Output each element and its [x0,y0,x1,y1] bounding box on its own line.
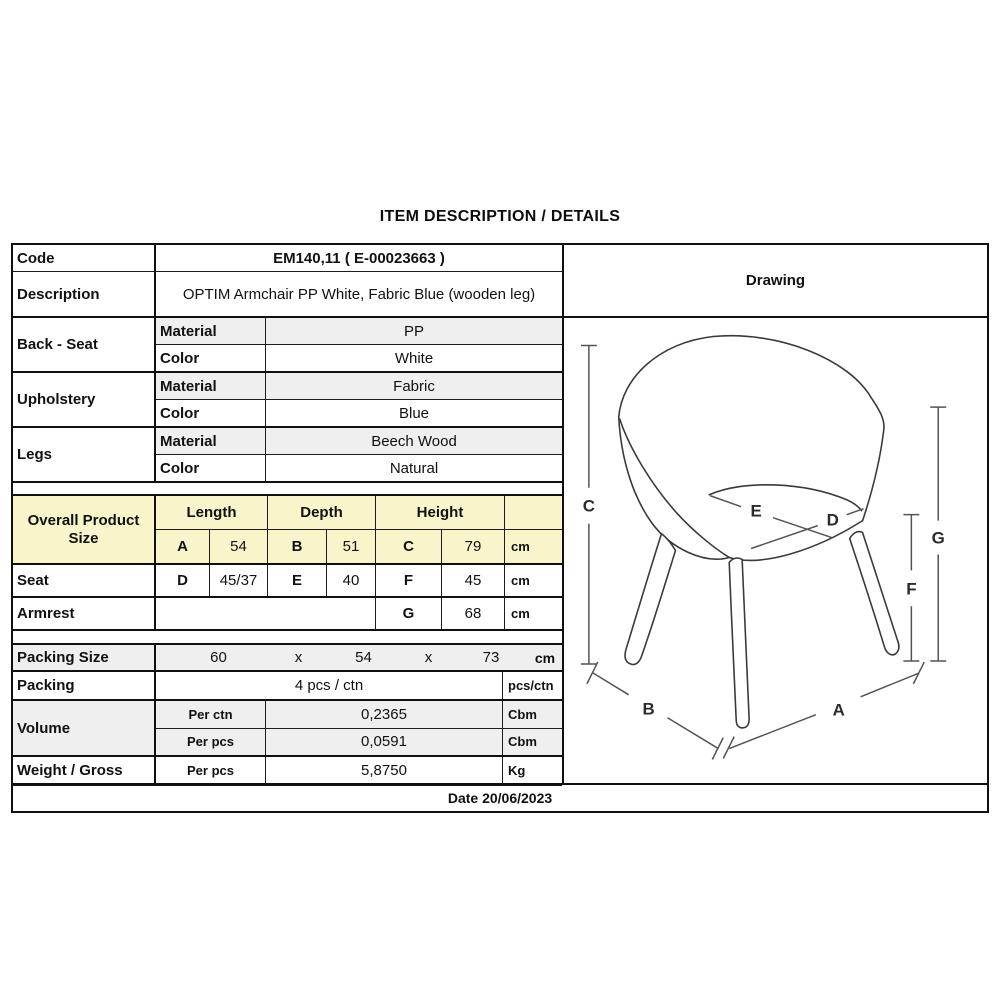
packing-value: 4 pcs / ctn [294,677,364,694]
chair-seat-edge [709,485,861,511]
chair-outline [619,336,884,561]
dim-line-f [903,515,919,661]
dim-line-e [710,496,831,538]
dim-c-value: 79 [441,530,504,563]
color-value: Blue [398,404,430,422]
packing-label: Packing [13,672,156,699]
unit-cm: cm [504,598,564,629]
dim-d-value: 45/37 [209,565,267,596]
section-upholstery [13,373,562,428]
color-value: White [394,349,434,367]
upholstery-label: Upholstery [13,373,156,426]
empty-header-cell [504,496,564,529]
dim-b-letter: B [267,530,326,563]
section-volume [13,701,562,757]
upholstery-material-row [156,373,562,400]
code-row [13,245,562,272]
packing-size-height: 73 [482,649,500,666]
dim-e-value: 40 [326,565,375,596]
material-value: Fabric [393,377,435,395]
dim-a-value: 54 [209,530,267,563]
dim-f-letter: F [375,565,441,596]
dim-label-f: F [906,579,917,599]
depth-header: Depth [267,496,375,529]
chair-wing-outer [619,417,729,559]
legs-material-row [156,428,562,455]
drawing-panel [564,245,987,783]
color-label: Color [156,455,266,481]
dim-line-b [587,662,723,760]
description-row [13,272,562,318]
unit-cm: cm [504,565,564,596]
dim-line-d [751,509,863,549]
legs-color-row [156,455,562,481]
back-seat-label: Back - Seat [13,318,156,371]
chair-leg-right [850,532,899,655]
dim-b-value: 51 [326,530,375,563]
times-sign: x [294,649,303,666]
weight-value: 5,8750 [361,762,407,779]
packing-size-row [13,645,562,672]
chair-bowl-bottom [729,521,862,561]
item-details-sheet [11,243,989,813]
per-ctn-label: Per ctn [156,701,266,728]
packing-unit: pcs/ctn [502,672,562,699]
chair-wing-inner [620,419,729,557]
material-label: Material [156,373,266,399]
legs-label: Legs [13,428,156,481]
section-back-seat [13,318,562,373]
chair-rim [619,336,884,521]
color-label: Color [156,400,266,426]
back-seat-material-row [156,318,562,345]
volume-per-pcs-value: 0,0591 [361,733,407,751]
size-group-header-row [156,496,564,530]
overall-size-label: Overall Product Size [13,496,156,563]
volume-unit: Cbm [502,701,562,728]
sheet-main [13,245,987,783]
back-seat-color-row [156,345,562,371]
dim-line-g [930,407,946,661]
description-value: OPTIM Armchair PP White, Fabric Blue (wooden leg) [182,285,536,303]
volume-per-ctn-row [156,701,562,729]
code-value: EM140,11 ( E-00023663 ) [273,249,445,267]
color-label: Color [156,345,266,371]
packing-size-label: Packing Size [13,645,156,670]
volume-per-pcs-row [156,729,562,756]
unit-cm: cm [534,649,556,666]
weight-unit: Kg [502,757,562,784]
dim-line-c [581,345,597,663]
seat-row [13,565,562,598]
chair-drawing [564,318,987,783]
material-value: Beech Wood [371,432,457,450]
dim-f-value: 45 [441,565,504,596]
spacer-row [13,631,562,645]
dim-e-letter: E [267,565,326,596]
dim-label-a: A [832,700,845,720]
section-legs [13,428,562,483]
dim-c-letter: C [375,530,441,563]
dim-label-c: C [582,496,595,516]
drawing-title: Drawing [564,245,987,318]
seat-label: Seat [13,565,156,596]
overall-size-section [13,496,562,565]
armrest-label: Armrest [13,598,156,629]
weight-label: Weight / Gross [13,757,156,784]
length-header: Length [186,504,237,521]
spec-table [13,245,564,783]
material-label: Material [156,428,266,454]
dim-label-d: D [826,510,839,530]
dim-label-g: G [931,528,945,548]
unit-cm: cm [504,530,564,563]
dim-d-letter: D [177,572,188,589]
material-label: Material [156,318,266,344]
per-pcs-label: Per pcs [156,729,266,756]
dimension-lines [581,345,946,759]
chair-leg-left [625,534,675,665]
date-row [13,783,987,811]
volume-unit: Cbm [502,729,562,756]
dim-g-letter: G [375,598,441,629]
drawing-body [564,318,987,783]
packing-size-values [156,645,569,670]
material-value: PP [403,322,424,340]
weight-row [13,757,562,786]
volume-label: Volume [13,701,156,755]
chair-leg-front [729,558,749,728]
chair-legs [625,532,899,728]
code-label: Code [13,245,156,271]
packing-size-length: 60 [210,649,227,666]
packing-size-depth: 54 [355,649,372,666]
armrest-empty-cell [156,598,375,629]
overall-size-values-row [156,530,564,563]
armrest-row [13,598,562,631]
packing-row [13,672,562,701]
upholstery-color-row [156,400,562,426]
dim-line-a [723,662,924,759]
times-sign: x [424,649,433,666]
dim-g-value: 68 [441,598,504,629]
per-pcs-label: Per pcs [156,757,266,784]
page-title: ITEM DESCRIPTION / DETAILS [379,208,621,225]
description-label: Description [13,272,156,316]
dim-label-b: B [642,699,655,719]
color-value: Natural [389,459,439,477]
dim-a-letter: A [177,538,188,555]
spacer-row [13,483,562,496]
volume-per-ctn-value: 0,2365 [361,705,407,723]
dim-label-e: E [750,501,762,521]
height-header: Height [375,496,504,529]
date-value: Date 20/06/2023 [447,790,553,806]
